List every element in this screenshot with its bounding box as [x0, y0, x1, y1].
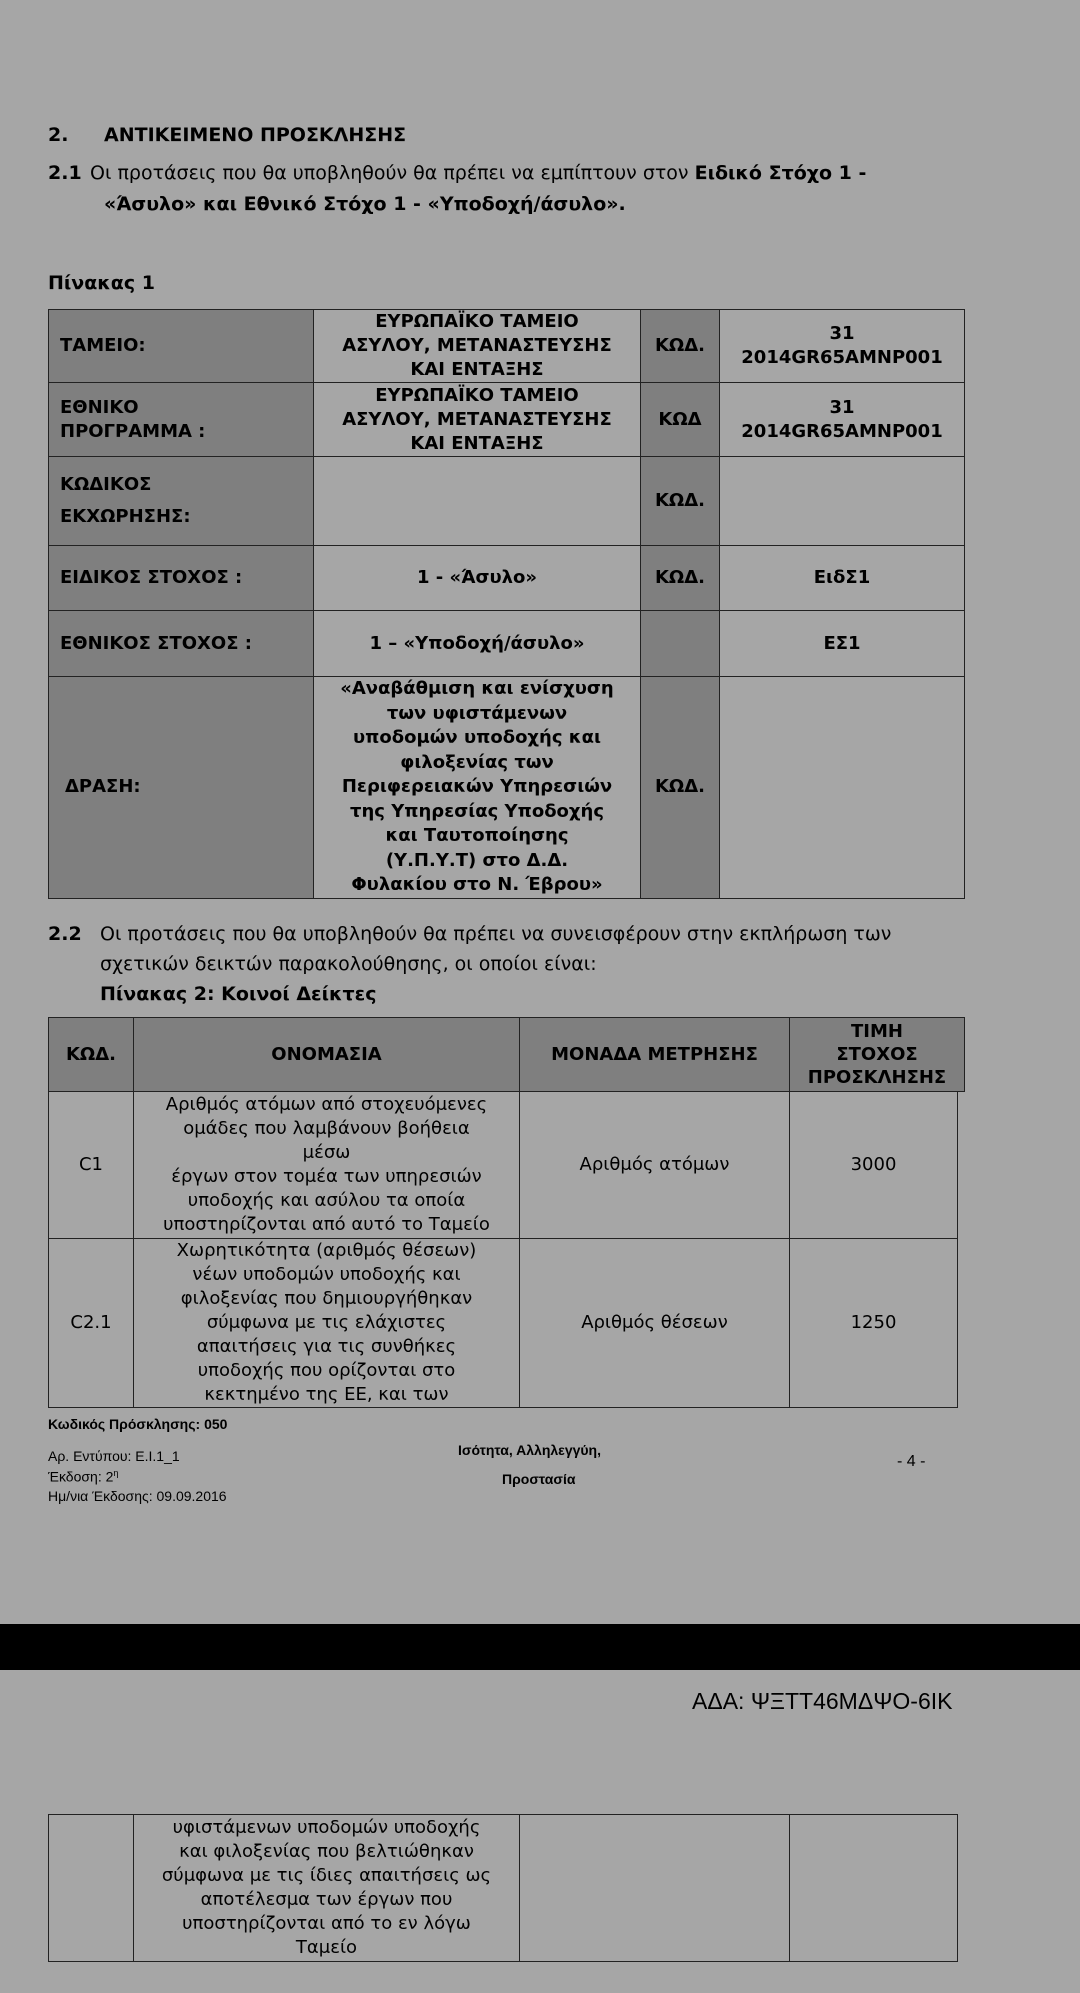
section-title: ΑΝΤΙΚΕΙΜΕΝΟ ΠΡΟΣΚΛΗΣΗΣ — [104, 124, 407, 146]
table1-row — [49, 457, 965, 546]
table2-header — [48, 1017, 965, 1092]
page-number: - 4 - — [897, 1453, 926, 1470]
header-line: ΣΤΟΧΟΣ — [836, 1044, 918, 1065]
name-line: έργων στον τομέα των υπηρεσιών — [171, 1166, 482, 1187]
name-line: Αριθμός ατόμων από στοχευόμενες — [165, 1094, 488, 1115]
page-break-bar — [0, 1624, 1080, 1670]
footer-center-line1: Ισότητα, Αλληλεγγύη, — [458, 1442, 601, 1458]
table1-row — [49, 383, 965, 457]
name-line: Χωρητικότητα (αριθμός θέσεων) — [176, 1240, 477, 1261]
value-line: Φυλακίου στο Ν. Έβρου» — [351, 874, 603, 895]
table1-caption: Πίνακας 1 — [48, 272, 155, 294]
table-row — [49, 1815, 958, 1962]
edition-sup: η — [113, 1468, 119, 1478]
table-row — [49, 1239, 958, 1408]
paragraph-2-1-line2: «Άσυλο» και Εθνικό Στόχο 1 - «Υποδοχή/άσυλο». — [104, 193, 626, 215]
code-line: 2014GR65AMNP001 — [741, 420, 943, 442]
name-line: σύμφωνα με τις ελάχιστες — [206, 1312, 447, 1333]
table1 — [48, 309, 965, 899]
code-value: ΕιδΣ1 — [720, 546, 965, 611]
code-line: 31 — [829, 396, 855, 418]
row-unit: Αριθμός θέσεων — [520, 1239, 790, 1408]
edition-label: Έκδοση: 2 — [48, 1468, 114, 1485]
row-value — [314, 457, 641, 546]
name-line: φιλοξενίας που δημιουργήθηκαν — [180, 1288, 473, 1309]
code-label: ΚΩΔ. — [641, 677, 720, 899]
table2-continuation — [48, 1814, 958, 1962]
value-line: ΚΑΙ ΕΝΤΑΞΗΣ — [410, 432, 544, 454]
value-line: «Αναβάθμιση και ενίσχυση — [340, 678, 614, 699]
value-line: ΕΥΡΩΠΑΪΚΟ ΤΑΜΕΙΟ — [375, 311, 579, 332]
name-line: υποστηρίζονται από αυτό το Ταμείο — [163, 1214, 490, 1235]
name-line: αποτέλεσμα των έργων που — [200, 1889, 453, 1910]
row-value: 1 – «Υποδοχή/άσυλο» — [314, 611, 641, 677]
section-heading — [48, 124, 406, 146]
row-target — [790, 1815, 958, 1962]
name-line: σύμφωνα με τις ίδιες απαιτήσεις ως — [161, 1865, 492, 1886]
code-line: 2014GR65AMNP001 — [741, 347, 943, 368]
paragraph-bold: Ειδικό Στόχο 1 - — [694, 162, 867, 184]
ada-identifier: ΑΔΑ: ΨΞΤΤ46ΜΔΨΟ-6ΙΚ — [692, 1688, 953, 1714]
edition — [48, 1468, 118, 1485]
row-label: ΔΡΑΣΗ: — [49, 677, 314, 899]
name-line: υποστηρίζονται από το εν λόγω — [182, 1913, 471, 1934]
row-name — [134, 1092, 520, 1239]
row-target: 3000 — [790, 1092, 958, 1239]
row-label: ΤΑΜΕΙΟ: — [49, 310, 314, 383]
name-line: υφιστάμενων υποδομών υποδοχής — [172, 1817, 481, 1838]
value-line: των υφιστάμενων — [386, 702, 568, 724]
row-name — [134, 1239, 520, 1408]
name-line: κεκτημένο της ΕΕ, και των — [204, 1384, 449, 1405]
name-line: και φιλοξενίας που βελτιώθηκαν — [179, 1841, 474, 1862]
edition-date: Ημ/νια Έκδοσης: 09.09.2016 — [48, 1488, 227, 1504]
header-code: ΚΩΔ. — [49, 1018, 134, 1092]
row-value — [314, 677, 641, 899]
header-line: ΠΡΟΣΚΛΗΣΗΣ — [807, 1067, 947, 1088]
paragraph-2-2 — [48, 919, 891, 949]
value-line: της Υπηρεσίας Υποδοχής — [349, 800, 605, 822]
code-value — [720, 383, 965, 457]
code-label — [641, 611, 720, 677]
row-unit: Αριθμός ατόμων — [520, 1092, 790, 1239]
header-unit: ΜΟΝΑΔΑ ΜΕΤΡΗΣΗΣ — [520, 1018, 790, 1092]
row-label: ΕΘΝΙΚΟΣ ΣΤΟΧΟΣ : — [49, 611, 314, 677]
value-line: ΑΣΥΛΟΥ, ΜΕΤΑΝΑΣΤΕΥΣΗΣ — [342, 408, 612, 430]
table2-header-row — [49, 1018, 965, 1092]
table2 — [48, 1091, 958, 1408]
row-unit — [520, 1815, 790, 1962]
header-target — [790, 1018, 965, 1092]
row-code — [49, 1815, 134, 1962]
code-label: ΚΩΔ. — [641, 457, 720, 546]
paragraph-2-2-line2: σχετικών δεικτών παρακολούθησης, οι οποίοι είναι: — [100, 953, 597, 975]
row-value: 1 - «Άσυλο» — [314, 546, 641, 611]
paragraph-text: Οι προτάσεις που θα υποβληθούν θα πρέπει να εμπίπτουν στον — [90, 162, 695, 184]
value-line: ΚΑΙ ΕΝΤΑΞΗΣ — [410, 359, 544, 380]
value-line: (Υ.Π.Υ.Τ) στο Δ.Δ. — [385, 849, 569, 871]
table-row — [49, 1092, 958, 1239]
row-name — [134, 1815, 520, 1962]
table2-caption: Πίνακας 2: Κοινοί Δείκτες — [100, 983, 377, 1005]
paragraph-2-1 — [48, 158, 866, 189]
table1-row — [49, 310, 965, 383]
name-line: Ταμείο — [295, 1937, 358, 1958]
row-label — [49, 383, 314, 457]
paragraph-number: 2.1 — [48, 162, 82, 184]
row-code: C1 — [49, 1092, 134, 1239]
section-number: 2. — [48, 124, 69, 146]
value-line: ΕΥΡΩΠΑΪΚΟ ΤΑΜΕΙΟ — [375, 384, 579, 406]
code-value — [720, 310, 965, 383]
row-target: 1250 — [790, 1239, 958, 1408]
code-label: ΚΩΔ — [641, 383, 720, 457]
header-name: ΟΝΟΜΑΣΙΑ — [134, 1018, 520, 1092]
value-line: ΑΣΥΛΟΥ, ΜΕΤΑΝΑΣΤΕΥΣΗΣ — [342, 335, 612, 356]
code-line: 31 — [829, 323, 855, 344]
value-line: φιλοξενίας των — [400, 751, 554, 773]
table1-row — [49, 677, 965, 899]
label-line: ΠΡΟΓΡΑΜΜΑ : — [60, 420, 206, 442]
code-value — [720, 457, 965, 546]
name-line: υποδοχής και ασύλου τα οποία — [187, 1190, 466, 1211]
table1-row — [49, 611, 965, 677]
row-label: ΕΙΔΙΚΟΣ ΣΤΟΧΟΣ : — [49, 546, 314, 611]
row-label — [49, 457, 314, 546]
form-number: Αρ. Εντύπου: Ε.Ι.1_1 — [48, 1448, 180, 1464]
name-line: ομάδες που λαμβάνουν βοήθεια — [183, 1118, 470, 1139]
code-value: ΕΣ1 — [720, 611, 965, 677]
label-line: ΕΚΧΩΡΗΣΗΣ: — [60, 506, 191, 527]
name-line: μέσω — [302, 1142, 351, 1163]
label-line: ΚΩΔΙΚΟΣ — [60, 474, 152, 495]
name-line: υποδοχής που ορίζονται στο — [197, 1360, 456, 1381]
footer-center-line2: Προστασία — [502, 1471, 576, 1487]
paragraph-line: Οι προτάσεις που θα υποβληθούν θα πρέπει να συνεισφέρουν στην εκπλήρωση των — [100, 923, 892, 945]
value-line: και Ταυτοποίησης — [385, 825, 569, 846]
row-value — [314, 383, 641, 457]
code-label: ΚΩΔ. — [641, 546, 720, 611]
call-code: Κωδικός Πρόσκλησης: 050 — [48, 1416, 228, 1432]
name-line: νέων υποδομών υποδοχής και — [192, 1264, 461, 1285]
paragraph-number: 2.2 — [48, 923, 82, 945]
code-value — [720, 677, 965, 899]
value-line: υποδομών υποδοχής και — [353, 727, 601, 748]
value-line: Περιφερειακών Υπηρεσιών — [341, 776, 613, 797]
row-value — [314, 310, 641, 383]
table1-row — [49, 546, 965, 611]
label-line: ΕΘΝΙΚΟ — [60, 396, 139, 418]
name-line: απαιτήσεις για τις συνθήκες — [196, 1336, 457, 1357]
header-line: ΤΙΜΗ — [851, 1021, 903, 1042]
row-code: C2.1 — [49, 1239, 134, 1408]
code-label: ΚΩΔ. — [641, 310, 720, 383]
